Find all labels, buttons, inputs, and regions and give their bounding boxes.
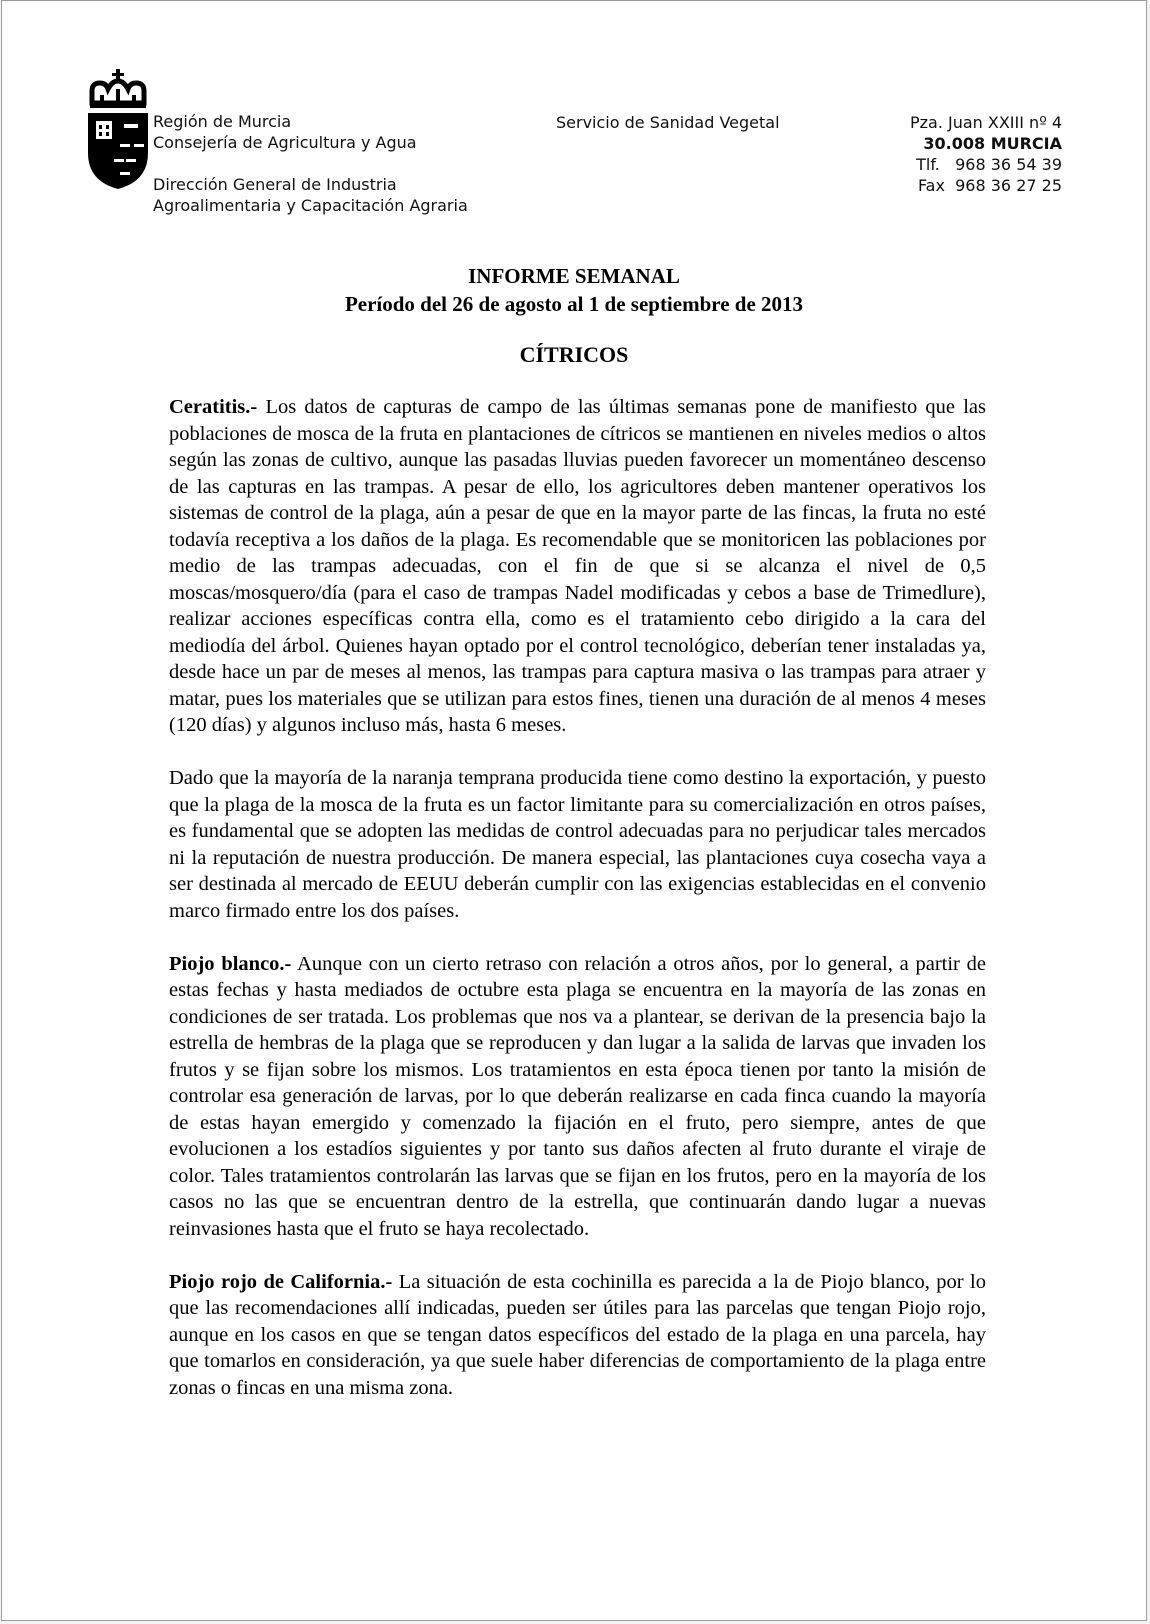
phone-number: Tlf. 968 36 54 39 (916, 155, 1062, 174)
paragraph-lead: Piojo blanco.- (169, 952, 292, 975)
region-murcia-coat-of-arms-icon (86, 69, 150, 191)
paragraph-lead: Piojo rojo de California.- (169, 1270, 393, 1293)
paragraph-ceratitis (169, 394, 986, 739)
org-department: Consejería de Agricultura y Agua (153, 133, 417, 152)
header-contact (910, 112, 1062, 196)
paragraph-export (169, 765, 986, 924)
header-directorate (153, 174, 468, 216)
fax-number: Fax 968 36 27 25 (917, 176, 1062, 195)
paragraph-piojo-blanco (169, 951, 986, 1243)
header-organization (153, 111, 417, 153)
report-body (169, 394, 986, 1428)
directorate-line2: Agroalimentaria y Capacitación Agraria (153, 196, 468, 215)
report-title: INFORME SEMANAL (468, 264, 680, 288)
paragraph-piojo-rojo (169, 1269, 986, 1402)
paragraph-text: Aunque con un cierto retraso con relación a otros años, por lo general, a partir de estas fechas y hasta mediados de octubre esta plaga se encuentra en la mayoría de las zonas en condiciones de ser tratada. Los problemas que nos va a plantear, se derivan de la presencia bajo la estrella de hembras de la plaga que se reproducen y dan lugar a la salida de larvas que invaden los frutos y se fijan sobre los mismos. Los tratamientos en esta época tienen por tanto la misión de controlar esa generación de larvas, por lo que deberán realizarse en cada finca cuando la mayoría de estas hayan emergido y comenzado la fijación en el fruto, pero siempre, antes de que evolucionen a los estadíos siguientes y por tanto sus daños afecten al fruto durante el viraje de color. Tales tratamientos controlarán las larvas que se fijan en los frutos, pero en la mayoría de los casos no las que se encuentran dentro de la estrella, que continuarán dando lugar a nuevas reinvasiones hasta que el fruto se haya recolectado. (169, 952, 986, 1240)
document-page (1, 0, 1147, 1621)
address-city: 30.008 MURCIA (923, 134, 1062, 153)
org-name: Región de Murcia (153, 112, 292, 131)
address-street: Pza. Juan XXIII nº 4 (909, 113, 1062, 132)
paragraph-text: La situación de esta cochinilla es parecida a la de Piojo blanco, por lo que las recomendaciones allí indicadas, pueden ser útiles para las parcelas que tengan Piojo rojo, aunque en los casos en que se tengan datos específicos del estado de la plaga en una parcela, hay que tomarlos en consideración, ya que suele haber diferencias de comportamiento de la plaga entre zonas o fincas en una misma zona. (169, 1270, 986, 1399)
report-period: Período del 26 de agosto al 1 de septiembre de 2013 (344, 292, 804, 316)
paragraph-text: Dado que la mayoría de la naranja temprana producida tiene como destino la exportación, y puesto que la plaga de la mosca de la fruta es un factor limitante para su comercialización en otros países, es fundamental que se adopten las medidas de control adecuadas para no perjudicar tales mercados ni la reputación de nuestra producción. De manera especial, las plantaciones cuya cosecha vaya a ser destinada al mercado de EEUU deberán cumplir con las exigencias establecidas en el convenio marco firmado entre los dos países. (169, 767, 986, 922)
paragraph-text: Los datos de capturas de campo de las últimas semanas pone de manifiesto que las poblaciones de mosca de la fruta en plantaciones de cítricos se mantienen en niveles medios o altos según las zonas de cultivo, aunque las pasadas lluvias pueden favorecer un momentáneo descenso de las capturas en las trampas. A pesar de ello, los agricultores deben mantener operativos los sistemas de control de la plaga, aún a pesar de que en la mayor parte de las fincas, la fruta no esté todavía receptiva a los daños de la plaga. Es recomendable que se monitoricen las poblaciones por medio de las trampas adecuadas, con el fin de que si se alcanza el nivel de 0,5 moscas/mosquero/día (para el caso de trampas Nadel modificadas y cebos a base de Trimedlure), realizar acciones específicas contra ella, como es el tratamiento cebo dirigido a la cara del mediodía del árbol. Quienes hayan optado por el control tecnológico, deberían tener instaladas ya, desde hace un par de meses al menos, las trampas para captura masiva o las trampas para atraer y matar, pues los materiales que se utilizan para estos fines, tienen una duración de al menos 4 meses (120 días) y algunos incluso más, hasta 6 meses. (169, 396, 986, 736)
directorate-line1: Dirección General de Industria (153, 175, 397, 194)
section-title: CÍTRICOS (519, 342, 629, 367)
service-name: Servicio de Sanidad Vegetal (556, 113, 780, 132)
paragraph-lead: Ceratitis.- (169, 396, 258, 418)
header-service (556, 112, 780, 133)
